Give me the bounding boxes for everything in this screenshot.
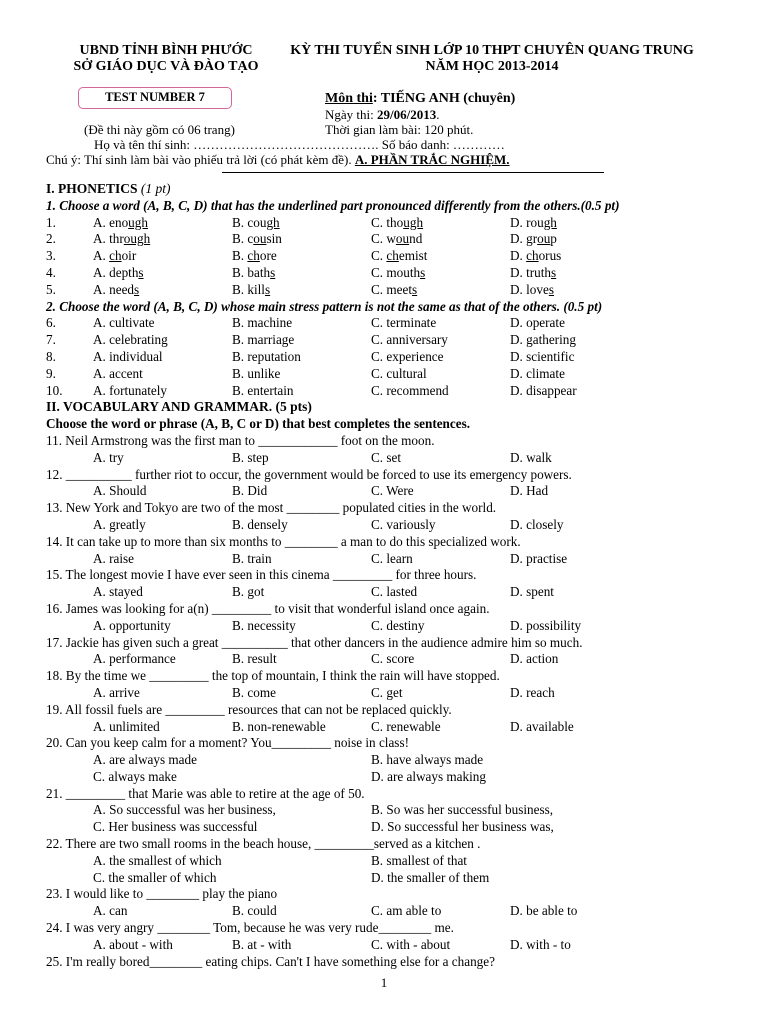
option-b: B. kills [232,281,271,297]
candidate-info-line: Họ và tên thí sinh: ……………………………………. Số báo danh: ………… [94,137,505,152]
option-d: D. possibility [510,617,582,633]
subject-value: : TIẾNG ANH (chuyên) [372,91,516,106]
question-row [46,315,758,332]
option-c: C. get [371,684,403,700]
option-d: D. chorus [510,248,562,264]
test-number-badge: TEST NUMBER 7 [78,87,232,109]
option-c: C. destiny [371,617,425,633]
option-c: C. renewable [371,718,441,734]
option-d: D. action [510,651,559,667]
underlined-sound: ou [395,231,410,247]
option-a: A. performance [93,651,176,667]
option-a: A. Should [93,483,147,499]
question-21-options-row1 [46,802,758,819]
note-text: Chú ý: Thí sinh làm bài vào phiếu trả lời (có phát kèm đề). [46,152,355,167]
question-options [46,685,758,702]
underlined-sound: ugh [128,214,148,230]
option-c: C. with - about [371,936,451,952]
header-authority [46,43,286,75]
option-c: C. meets [371,281,418,297]
underlined-sound: ch [109,248,122,264]
option-d: D. loves [510,281,554,297]
question-options [46,450,758,467]
question-stem: 16. James was looking for a(n) _________ to visit that wonderful island once again. [46,600,490,616]
option-b: B. unlike [232,365,281,381]
exam-body [46,181,758,970]
subject-line [325,91,515,107]
option-d: D. with - to [510,936,571,952]
question-number: 4. [46,264,56,280]
vocab-instruction: Choose the word or phrase (A, B, C or D) that best completes the sentences. [46,416,471,432]
phonetics-title: I. PHONETICS [46,181,141,196]
option-a: A. are always made [93,752,197,768]
option-c: C. lasted [371,584,418,600]
question-22: 22. There are two small rooms in the beach house, _________served as a kitchen . [46,836,481,852]
option-d: D. Had [510,483,549,499]
question-number: 6. [46,315,56,331]
question-number: 9. [46,365,56,381]
option-d: D. the smaller of them [371,869,490,885]
question-stem: 12. __________ further riot to occur, the government would be forced to use its emergency powers. [46,466,572,482]
option-b: B. necessity [232,617,296,633]
underlined-sound: s [551,264,557,280]
exam-title-line-2: NĂM HỌC 2013-2014 [425,59,559,74]
question-number: 2. [46,231,56,247]
question-row [46,248,758,265]
question-row [46,366,758,383]
option-b: B. got [232,584,265,600]
question-stem: 14. It can take up to more than six months to ________ a man to do this specialized work. [46,533,521,549]
underlined-sound: gh [543,214,557,230]
page-number: 1 [380,975,388,990]
phonetics-instruction-2: 2. Choose the word (A, B, C, D) whose main stress pattern is not the same as that of the others. (0.5 pt) [46,298,603,314]
question-options [46,551,758,568]
option-c: C. score [371,651,415,667]
question-row [46,383,758,400]
question-number: 10. [46,382,63,398]
option-a: A. through [93,231,151,247]
option-a: A. opportunity [93,617,171,633]
phonetics-points: (1 pt) [140,181,171,196]
exam-date-label: Ngày thi: [325,107,377,122]
option-b: B. machine [232,315,293,331]
time-note: Thời gian làm bài: 120 phút. [325,122,474,137]
vocab-heading: II. VOCABULARY AND GRAMMAR. (5 pts) [46,399,312,415]
exam-date-value: 29/06/2013 [377,107,437,122]
option-d: D. truths [510,264,557,280]
question-stem: 19. All fossil fuels are _________ resources that can not be replaced quickly. [46,701,452,717]
question-stem: 18. By the time we _________ the top of mountain, I think the rain will have stopped. [46,668,500,684]
question-stem: 13. New York and Tokyo are two of the most ________ populated cities in the world. [46,500,497,516]
option-d: D. So successful her business was, [371,819,554,835]
option-b: B. non-renewable [232,718,326,734]
option-d: D. gathering [510,332,576,348]
question-23-options [46,903,758,920]
option-d: D. walk [510,449,552,465]
option-d: D. are always making [371,768,486,784]
underlined-sound: s [138,264,144,280]
option-d: D. practise [510,550,568,566]
question-stem: 17. Jackie has given such a great __________ that other dancers in the audience admire him so much. [46,634,583,650]
question-options [46,584,758,601]
option-d: D. disappear [510,382,577,398]
option-c: C. experience [371,348,444,364]
question-row [46,231,758,248]
question-row [46,282,758,299]
option-a: A. greatly [93,516,146,532]
authority-line-1: UBND TỈNH BÌNH PHƯỚC [79,43,253,58]
underlined-sound: s [548,281,554,297]
option-a: A. So successful was her business, [93,802,276,818]
option-a: A. choir [93,248,137,264]
option-a: A. arrive [93,684,140,700]
question-24-options [46,937,758,954]
option-b: B. smallest of that [371,852,467,868]
question-options [46,618,758,635]
question-24: 24. I was very angry ________ Tom, because he was very rude________ me. [46,920,454,936]
question-22-options-row2 [46,870,758,887]
option-a: A. the smallest of which [93,852,222,868]
option-b: B. chore [232,248,277,264]
exam-title-line-1: KỲ THI TUYỂN SINH LỚP 10 THPT CHUYÊN QUANG TRUNG [290,43,694,58]
question-21: 21. _________ that Marie was able to retire at the age of 50. [46,785,365,801]
underlined-sound: s [412,281,418,297]
option-b: B. train [232,550,272,566]
question-number: 5. [46,281,56,297]
option-a: A. accent [93,365,143,381]
question-20: 20. Can you keep calm for a moment? You_________ noise in class! [46,735,409,751]
note-line [46,152,510,168]
question-options [46,517,758,534]
underlined-sound: ou [253,231,267,247]
subject-label: Môn thi [325,91,373,106]
option-c: C. wound [371,231,423,247]
underlined-sound: s [270,264,276,280]
question-number: 7. [46,332,56,348]
question-options [46,719,758,736]
option-d: D. operate [510,315,565,331]
underlined-sound: ch [386,248,399,264]
exam-date-end: . [436,107,440,122]
exam-date-line [325,107,439,123]
option-c: C. variously [371,516,436,532]
option-a: A. cultivate [93,315,155,331]
question-22-options-row1 [46,853,758,870]
option-a: A. about - with [93,936,173,952]
option-b: B. could [232,903,277,919]
question-23: 23. I would like to ________ play the piano [46,886,278,902]
question-21-options-row2 [46,819,758,836]
option-d: D. be able to [510,903,578,919]
question-stem: 15. The longest movie I have ever seen in this cinema _________ for three hours. [46,567,477,583]
underlined-sound: s [264,281,271,297]
question-25: 25. I'm really bored________ eating chips. Can't I have something else for a change? [46,953,495,969]
option-a: A. celebrating [93,332,168,348]
stress-questions [46,315,758,399]
option-a: A. stayed [93,584,143,600]
option-b: B. at - with [232,936,292,952]
header-exam-title [282,43,702,75]
question-row [46,332,758,349]
option-d: D. spent [510,584,554,600]
option-b: B. densely [232,516,288,532]
option-a: A. fortunately [93,382,167,398]
option-b: B. Did [232,483,268,499]
underlined-sound: s [420,264,426,280]
option-d: D. closely [510,516,564,532]
option-d: D. group [510,231,557,247]
option-c: C. always make [93,768,177,784]
authority-line-2: SỞ GIÁO DỤC VÀ ĐÀO TẠO [73,59,259,74]
underlined-sound: s [134,281,140,297]
option-c: C. Were [371,483,414,499]
option-a: A. enough [93,214,148,230]
underlined-sound: ou [537,231,551,247]
underlined-sound: ough [123,231,151,247]
underlined-sound: ch [526,248,539,264]
question-20-options-row1 [46,752,758,769]
option-c: C. mouths [371,264,426,280]
option-d: D. reach [510,684,555,700]
question-number: 1. [46,214,56,230]
option-a: A. can [93,903,128,919]
option-b: B. baths [232,264,276,280]
pronunciation-questions [46,215,758,299]
option-c: C. chemist [371,248,428,264]
option-c: C. though [371,214,424,230]
option-b: B. marriage [232,332,295,348]
question-stem: 11. Neil Armstrong was the first man to ____________ foot on the moon. [46,432,435,448]
vocab-questions [46,433,758,735]
option-c: C. cultural [371,365,427,381]
option-a: A. depths [93,264,144,280]
underlined-sound: ugh [403,214,424,230]
option-d: D. scientific [510,348,575,364]
option-a: A. needs [93,281,140,297]
option-b: B. cousin [232,231,282,247]
question-row [46,265,758,282]
option-c: C. terminate [371,315,437,331]
option-d: D. rough [510,214,557,230]
option-d: D. climate [510,365,565,381]
option-a: A. try [93,449,124,465]
phonetics-heading [46,181,758,198]
option-b: B. come [232,684,276,700]
question-number: 3. [46,248,56,264]
underlined-sound: gh [266,214,280,230]
option-d: D. available [510,718,574,734]
underlined-sound: ch [247,248,260,264]
option-c: C. learn [371,550,413,566]
phonetics-instruction-1: 1. Choose a word (A, B, C, D) that has the underlined part pronounced differently from the others.(0.5 pt) [46,197,620,213]
option-c: C. set [371,449,402,465]
question-options [46,651,758,668]
question-row [46,349,758,366]
option-c: C. Her business was successful [93,819,258,835]
option-b: B. cough [232,214,280,230]
option-c: C. anniversary [371,332,448,348]
header-separator [222,172,604,173]
option-b: B. entertain [232,382,294,398]
option-b: B. So was her successful business, [371,802,554,818]
option-b: B. step [232,449,269,465]
option-a: A. individual [93,348,163,364]
option-c: C. am able to [371,903,442,919]
question-options [46,483,758,500]
option-a: A. raise [93,550,135,566]
option-b: B. result [232,651,277,667]
option-b: B. reputation [232,348,301,364]
option-c: C. the smaller of which [93,869,217,885]
question-row [46,215,758,232]
option-a: A. unlimited [93,718,160,734]
section-a-title: A. PHẦN TRẮC NGHIỆM. [354,152,510,167]
option-c: C. recommend [371,382,449,398]
question-number: 8. [46,348,56,364]
option-b: B. have always made [371,752,484,768]
question-20-options-row2 [46,769,758,786]
pages-note: (Đề thi này gồm có 06 trang) [84,122,235,137]
